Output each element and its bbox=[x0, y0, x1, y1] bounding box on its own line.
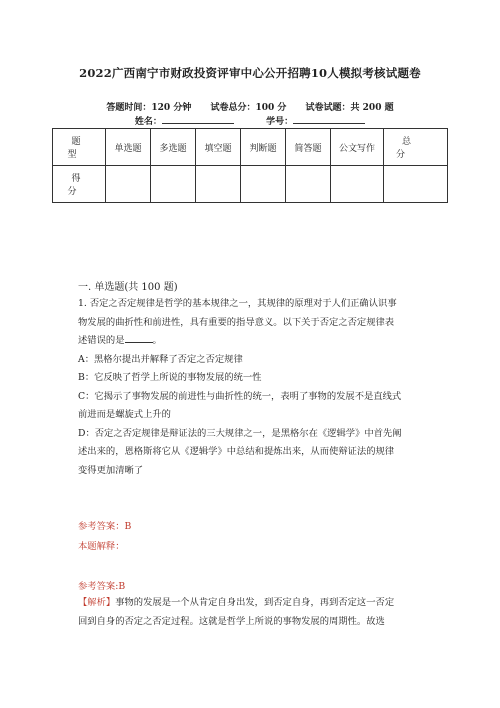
question-count: 试卷试题：共 200 题 bbox=[305, 103, 394, 113]
question-stem-line bbox=[78, 332, 430, 351]
analysis-tag: 【解析】 bbox=[78, 597, 116, 608]
option-c-cont: 前进而是螺旋式上升的 bbox=[78, 409, 171, 420]
question-block bbox=[78, 295, 430, 480]
score-cell[interactable] bbox=[106, 166, 151, 203]
analysis-line: 回到自身的否定之否定过程。这就是哲学上所说的事物发展的周期性。故选 bbox=[78, 615, 385, 627]
option-a: A：黑格尔提出并解释了否定之否定规律 bbox=[78, 353, 243, 365]
id-label: 学号： bbox=[266, 117, 294, 127]
total-score: 试卷总分：100 分 bbox=[210, 103, 287, 113]
question-stem-line: 物发展的曲折性和前进性，具有重要的指导意义。以下关于否定之否定规律表 bbox=[78, 316, 395, 328]
header-cell: 单选题 bbox=[106, 129, 151, 166]
name-label: 姓名： bbox=[134, 117, 162, 127]
analysis-block bbox=[78, 594, 430, 631]
option-d-cont: 述出来的，恩格斯将它从《逻辑学》中总结和提炼出来，从而使辩证法的规律 bbox=[78, 446, 395, 457]
score-cell[interactable] bbox=[241, 166, 286, 203]
score-table bbox=[52, 128, 448, 203]
score-cell[interactable] bbox=[151, 166, 196, 203]
option-d: D：否定之否定规律是辩证法的三大规律之一，是黑格尔在《逻辑学》中首先阐 bbox=[78, 427, 402, 439]
header-cell: 简答题 bbox=[286, 129, 331, 166]
header-cell: 公文写作 bbox=[331, 129, 384, 166]
header-cell: 多选题 bbox=[151, 129, 196, 166]
reference-answer-2: 参考答案:B bbox=[78, 581, 126, 592]
header-cell: 填空题 bbox=[196, 129, 241, 166]
section-title: 一. 单选题(共 100 题) bbox=[78, 282, 178, 293]
score-cell[interactable] bbox=[196, 166, 241, 203]
id-blank[interactable] bbox=[293, 114, 365, 124]
analysis-line bbox=[78, 594, 430, 613]
option-b: B：它反映了哲学上所说的事物发展的统一性 bbox=[78, 372, 262, 383]
score-row-label: 得 分 bbox=[53, 166, 106, 203]
header-cell: 总 分 bbox=[384, 129, 448, 166]
analysis-text: 事物的发展是一个从肯定自身出发，到否定自身，再到否定这一否定 bbox=[115, 597, 395, 608]
score-table-score-row bbox=[53, 166, 448, 203]
option-c: C：它揭示了事物发展的前进性与曲折性的统一，表明了事物的发展不是直线式 bbox=[78, 390, 402, 402]
exam-time: 答题时间：120 分钟 bbox=[106, 103, 192, 113]
stem-text: 。 bbox=[152, 335, 162, 346]
score-cell[interactable] bbox=[331, 166, 384, 203]
answer-blank bbox=[125, 333, 153, 343]
student-info bbox=[0, 114, 500, 127]
header-cell: 题 型 bbox=[53, 129, 106, 166]
explanation-label: 本题解释： bbox=[78, 541, 125, 552]
option-d-cont: 变得更加清晰了 bbox=[78, 464, 144, 476]
reference-answer: 参考答案：B bbox=[78, 521, 132, 532]
stem-text: 述错误的是 bbox=[78, 335, 125, 346]
question-stem-line: 1. 否定之否定规律是哲学的基本规律之一，其规律的原理对于人们正确认识事 bbox=[78, 298, 397, 309]
document-title: 2022广西南宁市财政投资评审中心公开招聘10人模拟考核试题卷 bbox=[79, 66, 421, 80]
header-cell: 判断题 bbox=[241, 129, 286, 166]
score-cell[interactable] bbox=[384, 166, 448, 203]
score-cell[interactable] bbox=[286, 166, 331, 203]
exam-info bbox=[0, 100, 500, 113]
score-table-header-row bbox=[53, 129, 448, 166]
name-blank[interactable] bbox=[162, 114, 234, 124]
